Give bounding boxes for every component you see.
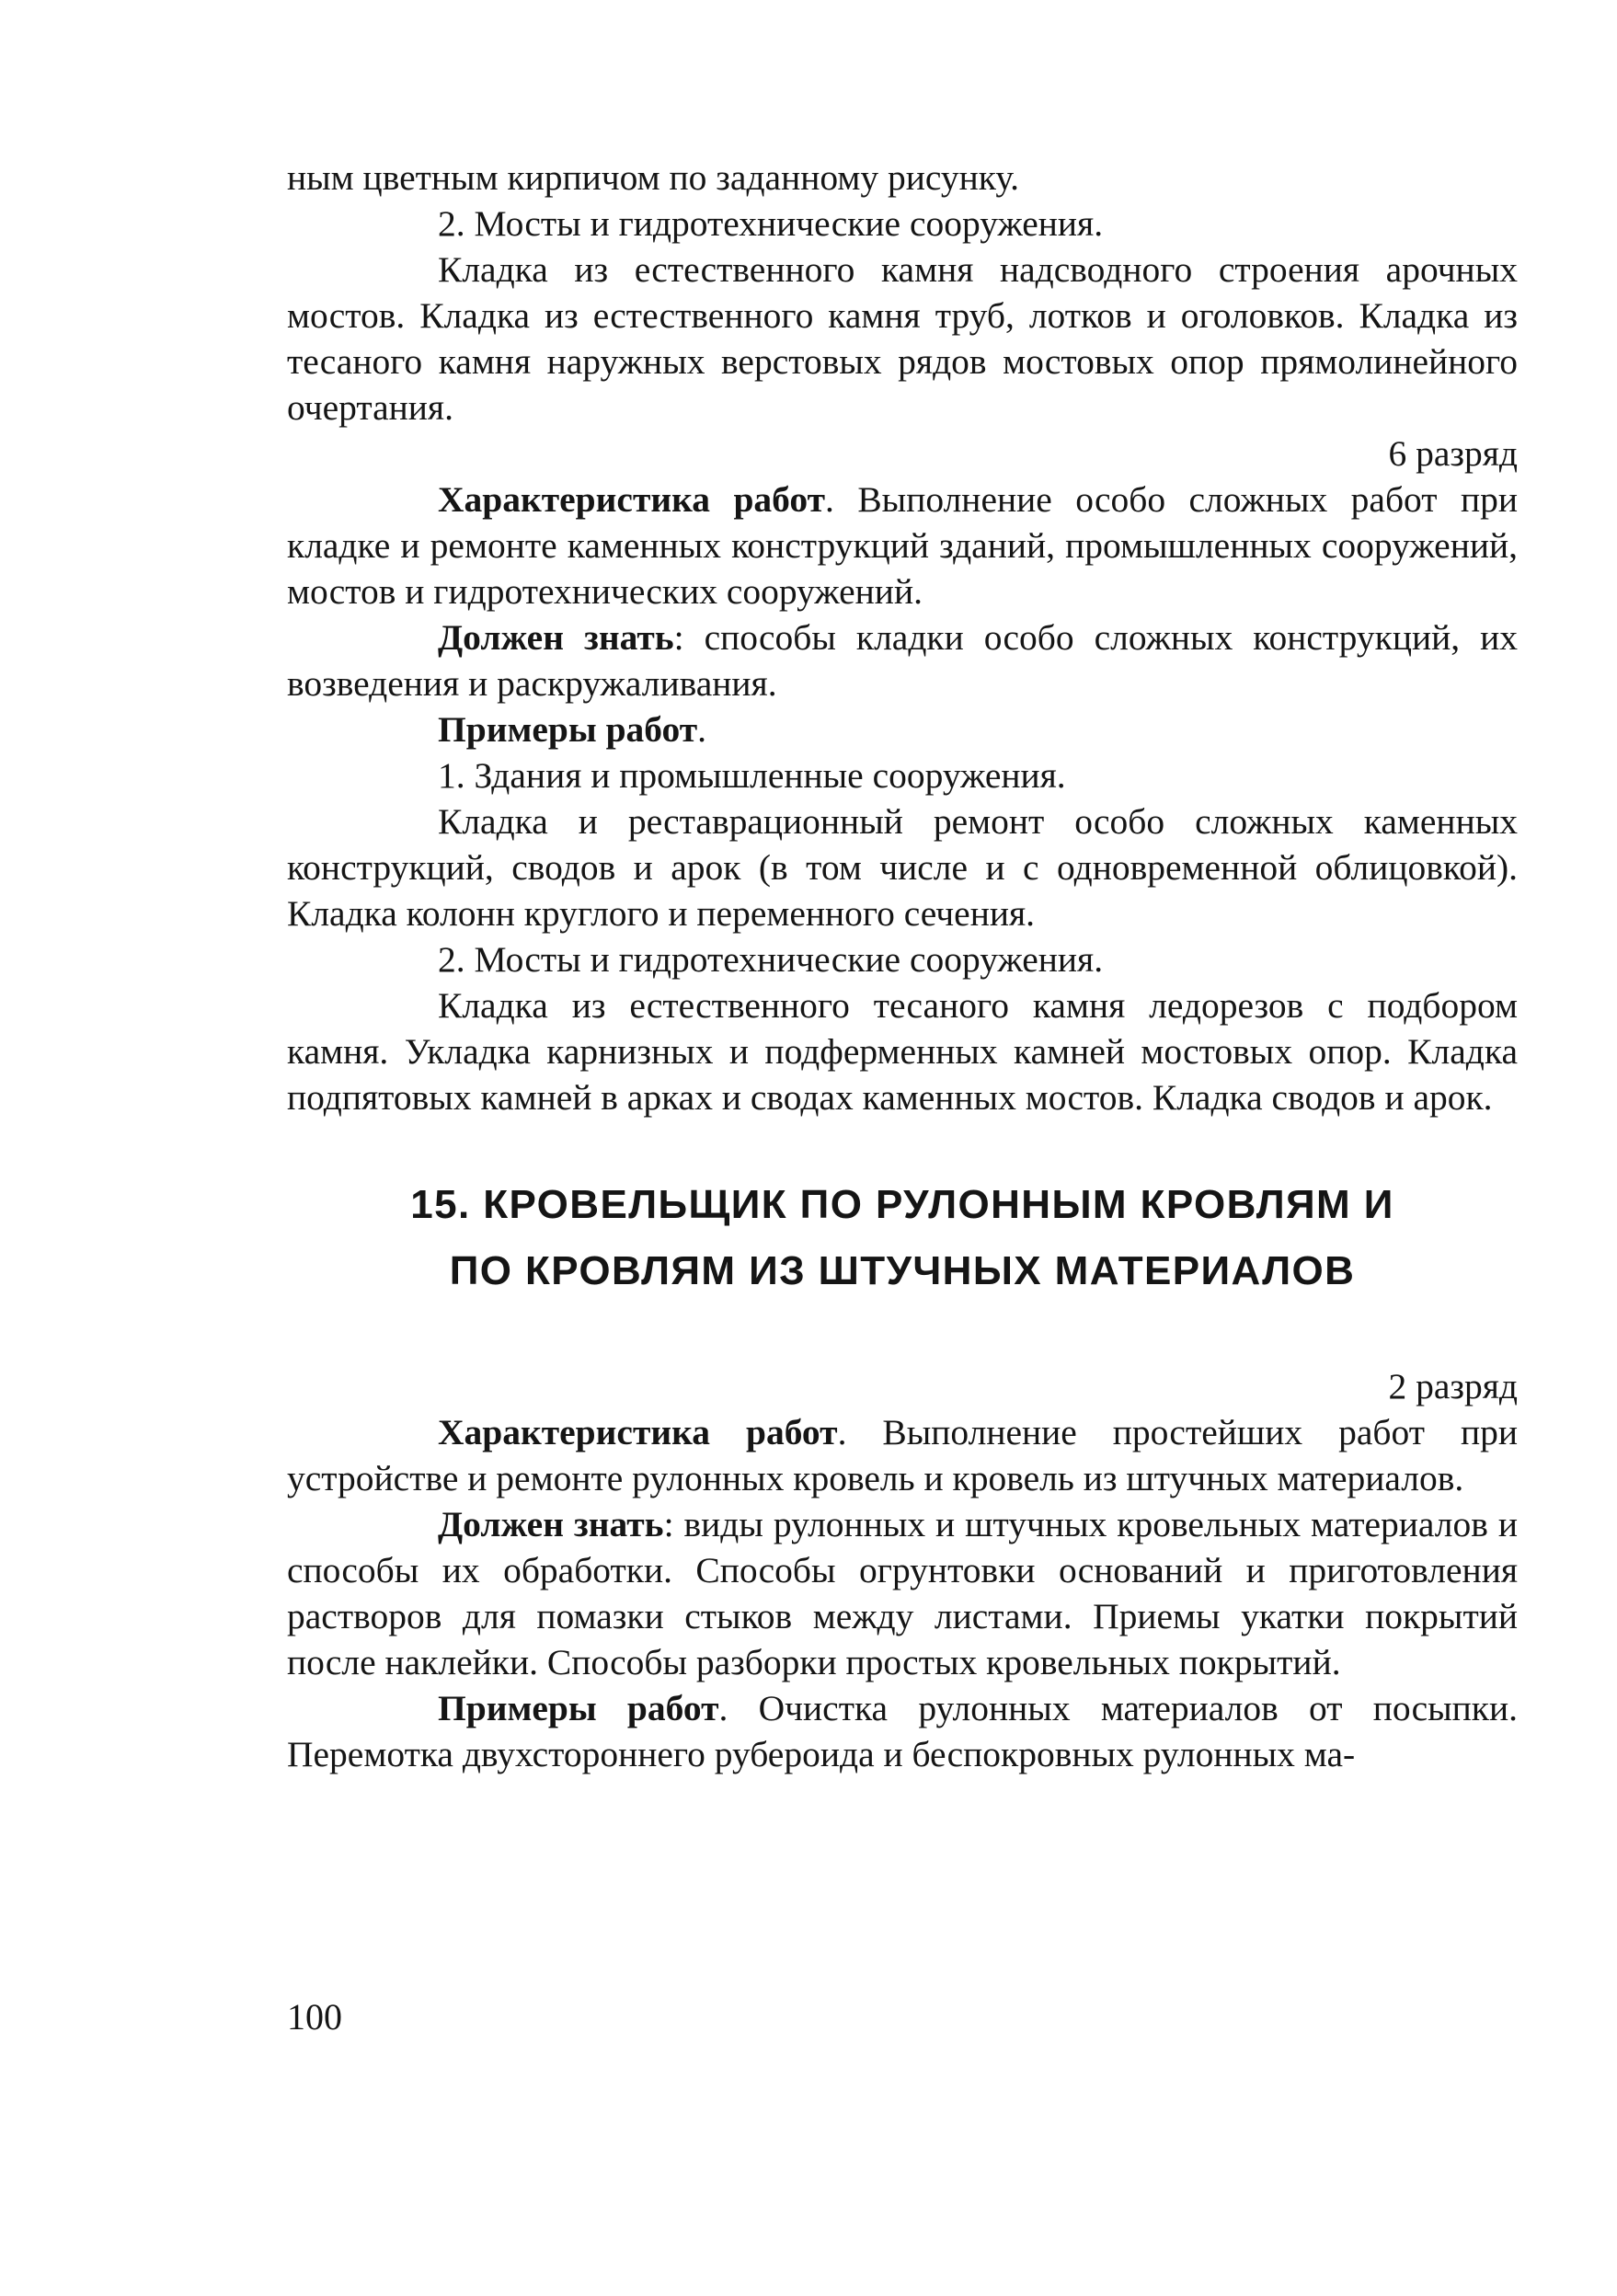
examples-paragraph [287, 1685, 1518, 1777]
knowledge-text: : виды рулонных и штучных кровельных материалов и способы их обработки. Способы огрунтовки оснований и приготовления растворов для помазки стыков между листами. Приемы укатки покрытий после наклейки. Способы разборки простых кровельных покрытий. [287, 1504, 1518, 1682]
example-text: Кладка из естественного тесаного камня ледорезов с подбором камня. Укладка карнизных и подферменных камней мостовых опор. Кладка подпятовых камней в арках и сводах каменных мостов. Кладка сводов и арок. [287, 985, 1518, 1118]
examples-text: . Очистка рулонных материалов от посыпки. Перемотка двухстороннего рубероида и беспокровных рулонных ма- [287, 1688, 1518, 1774]
examples-label: Примеры работ [438, 1688, 719, 1728]
page-number: 100 [287, 1996, 342, 2038]
characteristic-text: . Выполнение особо сложных работ при кладке и ремонте каменных конструкций зданий, промышленных сооружений, мостов и гидротехнических сооружений. [287, 479, 1518, 612]
example-title: 2. Мосты и гидротехнические сооружения. [438, 939, 1104, 980]
knowledge-text: : способы кладки особо сложных конструкций, их возведения и раскружаливания. [287, 617, 1518, 704]
section-heading-line1: 15. КРОВЕЛЬЩИК ПО РУЛОННЫМ КРОВЛЯМ И [410, 1182, 1394, 1227]
knowledge-label: Должен знать [438, 1504, 664, 1544]
characteristic-label: Характеристика работ [438, 479, 826, 520]
grade-label: 2 разряд [1388, 1366, 1518, 1406]
continuation-line: ным цветным кирпичом по заданному рисунку. [287, 157, 1020, 198]
examples-paragraph [287, 706, 1518, 752]
document-page [287, 155, 1518, 1777]
characteristic-text: . Выполнение простейших работ при устройстве и ремонте рулонных кровель и кровель из штучных материалов. [287, 1412, 1518, 1498]
item-title: 2. Мосты и гидротехнические сооружения. [438, 203, 1104, 244]
knowledge-paragraph [287, 1501, 1518, 1685]
section-heading [287, 1172, 1518, 1304]
characteristic-label: Характеристика работ [438, 1412, 838, 1452]
knowledge-label: Должен знать [438, 617, 674, 658]
examples-label: Примеры работ [438, 709, 698, 750]
section-heading-line2: ПО КРОВЛЯМ ИЗ ШТУЧНЫХ МАТЕРИАЛОВ [449, 1248, 1356, 1293]
examples-dot: . [697, 709, 707, 750]
example-title: 1. Здания и промышленные сооружения. [438, 755, 1066, 796]
characteristic-paragraph [287, 476, 1518, 614]
knowledge-paragraph [287, 614, 1518, 706]
characteristic-paragraph [287, 1409, 1518, 1501]
example-text: Кладка и реставрационный ремонт особо сложных каменных конструкций, сводов и арок (в том числе и с одновременной облицовкой). Кладка колонн круглого и переменного сечения. [287, 801, 1518, 934]
item-text: Кладка из естественного камня надсводного строения арочных мостов. Кладка из естественного камня труб, лотков и оголовков. Кладка из тесаного камня наружных верстовых рядов мостовых опор прямолинейного очертания. [287, 249, 1518, 428]
spacer [287, 1120, 1518, 1172]
grade-label: 6 разряд [1388, 433, 1518, 474]
spacer [287, 1304, 1518, 1363]
